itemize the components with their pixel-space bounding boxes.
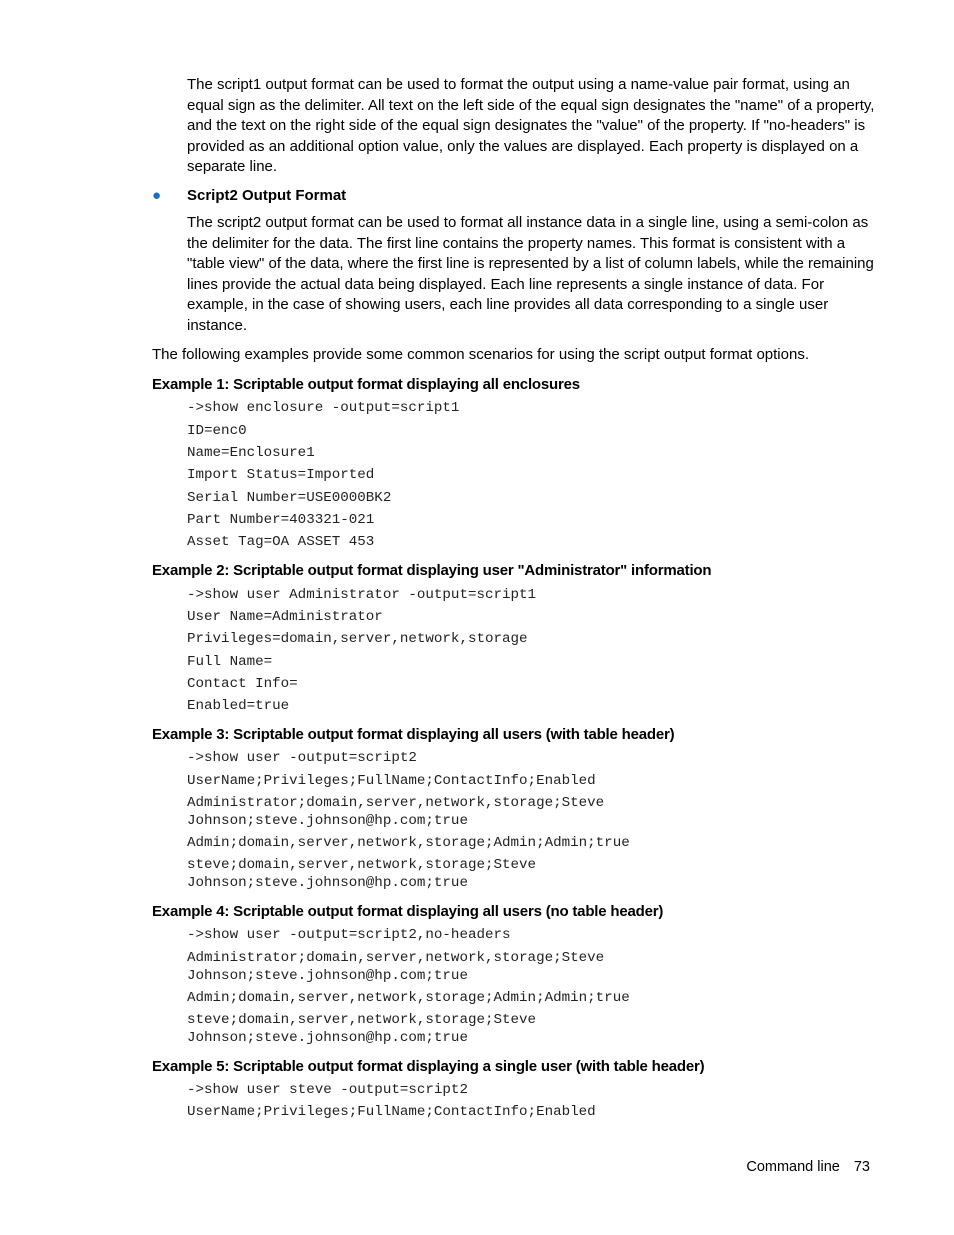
bullet-dot-icon: ● <box>152 187 162 204</box>
code-line: ->show user steve -output=script2 <box>187 1082 468 1098</box>
code-line: ->show user -output=script2,no-headers <box>187 927 511 943</box>
page-number: 73 <box>853 1159 870 1175</box>
code-line: Import Status=Imported <box>187 467 375 483</box>
examples-intro: The following examples provide some common scenarios for using the script output format options. <box>152 346 809 363</box>
example-heading: Example 3: Scriptable output format displaying all users (with table header) <box>152 726 675 743</box>
code-line: User Name=Administrator <box>187 609 383 625</box>
code-line: Part Number=403321-021 <box>187 512 375 528</box>
code-line: Name=Enclosure1 <box>187 445 315 461</box>
code-line: Asset Tag=OA ASSET 453 <box>187 534 375 550</box>
code-line: Full Name= <box>187 654 273 670</box>
code-line: ->show enclosure -output=script1 <box>187 400 460 416</box>
example-heading: Example 5: Scriptable output format displaying a single user (with table header) <box>152 1058 705 1075</box>
code-line: ->show user -output=script2 <box>187 750 417 766</box>
example-heading: Example 1: Scriptable output format displaying all enclosures <box>152 376 580 393</box>
bullet-title: Script2 Output Format <box>187 187 347 204</box>
code-line: Privileges=domain,server,network,storage <box>187 631 528 647</box>
bullet-body: The script2 output format can be used to format all instance data in a single line, using a semi-colon as the delimiter for the data. The first line contains the property names. This format is consistent with a "table view" of the data, where the first line is represented by a list of column labels, while the remaining lines provide the actual data being displayed. Each line represents a single instance of data. For example, in the case of showing users, each line provides all data corresponding to a single user instance. <box>187 214 874 334</box>
code-line: ->show user Administrator -output=script1 <box>187 587 537 603</box>
example-heading: Example 4: Scriptable output format displaying all users (no table header) <box>152 903 664 920</box>
footer-section-title: Command line <box>746 1159 840 1175</box>
code-line: Admin;domain,server,network,storage;Admin;Admin;true <box>187 990 630 1006</box>
intro-paragraph: The script1 output format can be used to format the output using a name-value pair format, using an equal sign as the delimiter. All text on the left side of the equal sign designates the "name" of a property, and the text on the right side of the equal sign designates the "value" of the property. If "no-headers" is provided as an additional option value, only the values are displayed. Each property is displayed on a separate line. <box>187 76 875 175</box>
example-heading: Example 2: Scriptable output format displaying user "Administrator" information <box>152 562 712 579</box>
code-line: steve;domain,server,network,storage;Steve Johnson;steve.johnson@hp.com;true <box>187 1012 545 1046</box>
code-line: steve;domain,server,network,storage;Steve Johnson;steve.johnson@hp.com;true <box>187 857 545 891</box>
code-line: Admin;domain,server,network,storage;Admin;Admin;true <box>187 835 630 851</box>
page-footer <box>746 1158 870 1176</box>
code-line: Administrator;domain,server,network,storage;Steve Johnson;steve.johnson@hp.com;true <box>187 950 613 984</box>
code-line: UserName;Privileges;FullName;ContactInfo;Enabled <box>187 773 596 789</box>
code-line: Serial Number=USE0000BK2 <box>187 490 392 506</box>
code-line: Enabled=true <box>187 698 290 714</box>
code-line: Administrator;domain,server,network,storage;Steve Johnson;steve.johnson@hp.com;true <box>187 795 613 829</box>
code-line: ID=enc0 <box>187 423 247 439</box>
code-line: Contact Info= <box>187 676 298 692</box>
code-line: UserName;Privileges;FullName;ContactInfo;Enabled <box>187 1104 596 1120</box>
